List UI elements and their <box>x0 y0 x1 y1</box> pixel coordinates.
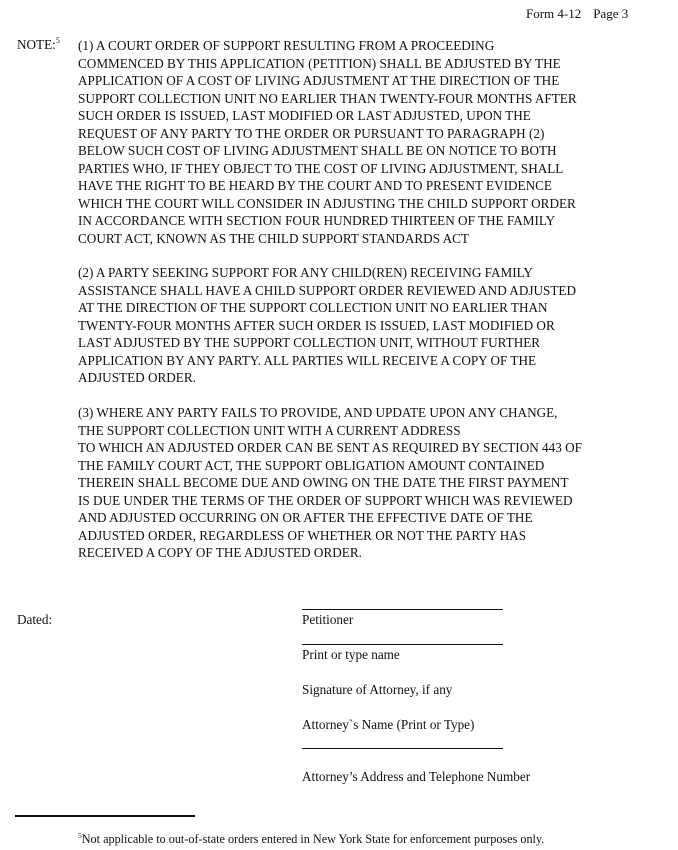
note-line: THE FAMILY COURT ACT, THE SUPPORT OBLIGATION AMOUNT CONTAINED <box>78 457 545 473</box>
footnote-marker: 5 <box>78 831 82 840</box>
attorney-name-label: Attorney`s Name (Print or Type) <box>302 717 475 732</box>
note-line: THEREIN SHALL BECOME DUE AND OWING ON THE DATE THE FIRST PAYMENT <box>78 475 569 490</box>
note-line: SUPPORT COLLECTION UNIT NO EARLIER THAN TWENTY-FOUR MONTHS AFTER <box>78 90 577 106</box>
note-line: HAVE THE RIGHT TO BE HEARD BY THE COURT AND TO PRESENT EVIDENCE <box>78 178 552 193</box>
note-paragraph-3 <box>78 404 658 562</box>
note-line: AT THE DIRECTION OF THE SUPPORT COLLECTION UNIT NO EARLIER THAN <box>78 300 548 315</box>
note-line: IS DUE UNDER THE TERMS OF THE ORDER OF SUPPORT WHICH WAS REVIEWED <box>78 492 573 508</box>
note-line: (3) WHERE ANY PARTY FAILS TO PROVIDE, AND UPDATE UPON ANY CHANGE, <box>78 405 558 420</box>
note-line: ASSISTANCE SHALL HAVE A CHILD SUPPORT ORDER REVIEWED AND ADJUSTED <box>78 282 576 298</box>
note-footnote-ref: 5 <box>55 36 60 45</box>
note-line: RECEIVED A COPY OF THE ADJUSTED ORDER. <box>78 545 362 560</box>
note-line: ADJUSTED ORDER, REGARDLESS OF WHETHER OR NOT THE PARTY HAS <box>78 527 527 543</box>
note-line: APPLICATION OF A COST OF LIVING ADJUSTMENT AT THE DIRECTION OF THE <box>78 73 560 88</box>
note-paragraph-2 <box>78 264 658 387</box>
footnote-text: Not applicable to out-of-state orders entered in New York State for enforcement purposes only. <box>81 832 545 846</box>
note-line: (2) A PARTY SEEKING SUPPORT FOR ANY CHILD(REN) RECEIVING FAMILY <box>78 265 533 280</box>
note-line: WHICH THE COURT WILL CONSIDER IN ADJUSTING THE CHILD SUPPORT ORDER <box>78 195 576 211</box>
attorney-signature-label: Signature of Attorney, if any <box>302 682 453 697</box>
note-line: APPLICATION BY ANY PARTY. ALL PARTIES WILL RECEIVE A COPY OF THE <box>78 352 537 368</box>
note-line: PARTIES WHO, IF THEY OBJECT TO THE COST OF LIVING ADJUSTMENT, SHALL <box>78 160 564 176</box>
note-line: THE SUPPORT COLLECTION UNIT WITH A CURRENT ADDRESS <box>78 422 461 438</box>
print-name-label: Print or type name <box>302 647 400 662</box>
print-name-line[interactable] <box>302 644 503 645</box>
footnote <box>78 832 544 847</box>
note-line: SUCH ORDER IS ISSUED, LAST MODIFIED OR LAST ADJUSTED, UPON THE <box>78 108 531 123</box>
note-line: REQUEST OF ANY PARTY TO THE ORDER OR PURSUANT TO PARAGRAPH (2) <box>78 125 545 141</box>
note-line: AND ADJUSTED OCCURRING ON OR AFTER THE EFFECTIVE DATE OF THE <box>78 510 533 525</box>
dated-label: Dated: <box>17 612 53 627</box>
note-label <box>17 37 60 53</box>
note-line: ADJUSTED ORDER. <box>78 370 196 385</box>
note-line: IN ACCORDANCE WITH SECTION FOUR HUNDRED THIRTEEN OF THE FAMILY <box>78 213 556 228</box>
note-label-text: NOTE: <box>17 37 56 52</box>
petitioner-label: Petitioner <box>302 612 354 627</box>
page-number: Page 3 <box>593 6 629 21</box>
note-line: TWENTY-FOUR MONTHS AFTER SUCH ORDER IS ISSUED, LAST MODIFIED OR <box>78 317 555 333</box>
attorney-address-line[interactable] <box>302 748 503 749</box>
petitioner-signature-line[interactable] <box>302 609 503 610</box>
footnote-separator <box>15 815 195 817</box>
note-line: COMMENCED BY THIS APPLICATION (PETITION) SHALL BE ADJUSTED BY THE <box>78 55 561 71</box>
page-header <box>526 6 628 22</box>
note-line: BELOW SUCH COST OF LIVING ADJUSTMENT SHALL BE ON NOTICE TO BOTH <box>78 143 557 158</box>
note-line: LAST ADJUSTED BY THE SUPPORT COLLECTION UNIT, WITHOUT FURTHER <box>78 335 541 350</box>
note-line: COURT ACT, KNOWN AS THE CHILD SUPPORT STANDARDS ACT <box>78 230 469 246</box>
note-line: TO WHICH AN ADJUSTED ORDER CAN BE SENT AS REQUIRED BY SECTION 443 OF <box>78 440 582 455</box>
attorney-address-label: Attorney’s Address and Telephone Number <box>302 769 531 784</box>
form-number: Form 4-12 <box>526 6 582 21</box>
note-paragraph-1 <box>78 37 658 247</box>
note-line: (1) A COURT ORDER OF SUPPORT RESULTING FROM A PROCEEDING <box>78 38 495 53</box>
